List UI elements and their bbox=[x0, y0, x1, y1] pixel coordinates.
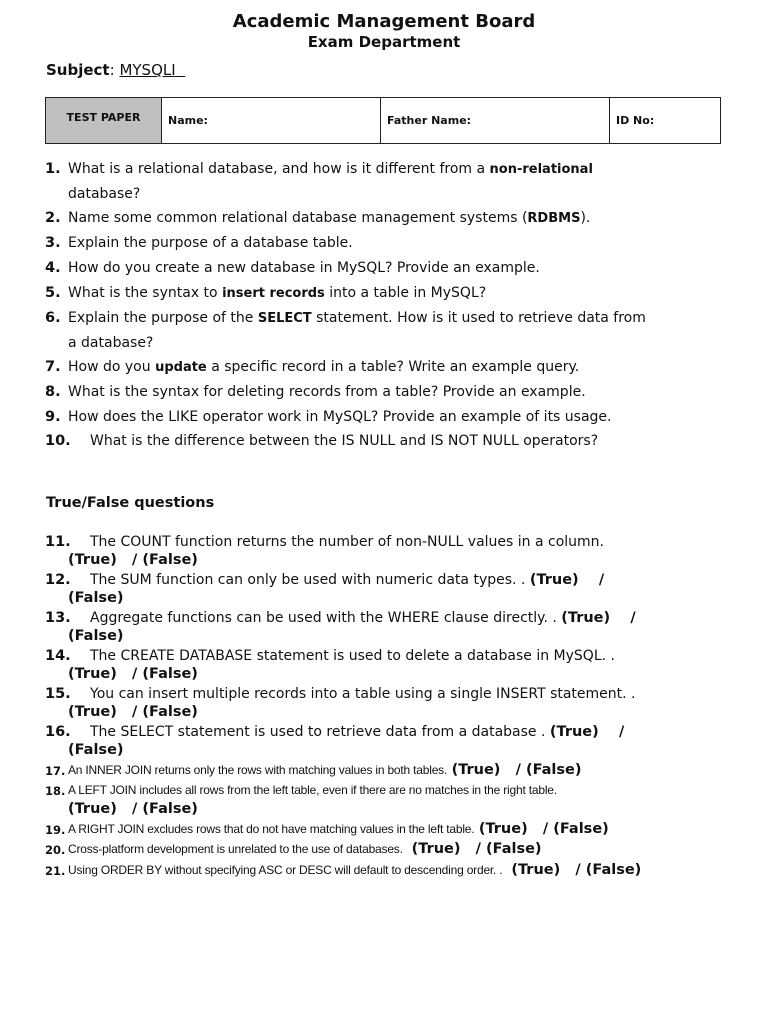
question-number: 21. bbox=[45, 864, 66, 878]
name-field[interactable]: Name: bbox=[162, 98, 381, 144]
test-paper-cell: TEST PAPER bbox=[46, 98, 162, 144]
question-text: You can insert multiple records into a table using a single INSERT statement. . bbox=[90, 686, 636, 702]
question-number: 20. bbox=[45, 843, 66, 857]
false-option[interactable]: (False) bbox=[142, 801, 198, 817]
question-number: 14. bbox=[45, 648, 71, 664]
question-text: Name some common relational database management systems (RDBMS). bbox=[68, 210, 591, 226]
question-text-continued: a database? bbox=[68, 335, 154, 351]
question-number: 2. bbox=[45, 210, 61, 226]
true-option[interactable]: (True) bbox=[68, 666, 117, 682]
question-text: Cross-platform development is unrelated to the use of databases. (True) / (False) bbox=[68, 841, 542, 857]
question-number: 18. bbox=[45, 784, 66, 798]
question-text-continued: database? bbox=[68, 186, 141, 202]
board-title: Academic Management Board bbox=[232, 11, 536, 32]
id-field[interactable]: ID No: bbox=[610, 98, 721, 144]
true-option[interactable]: (True) bbox=[529, 572, 579, 588]
false-option[interactable]: (False) bbox=[553, 821, 609, 837]
true-option[interactable]: (True) bbox=[451, 762, 501, 778]
question-number: 17. bbox=[45, 764, 66, 778]
department-title: Exam Department bbox=[307, 33, 461, 51]
false-option[interactable]: (False) bbox=[142, 704, 198, 720]
false-option[interactable]: (False) bbox=[585, 862, 642, 878]
question-text: The SELECT statement is used to retrieve data from a database . (True) / bbox=[90, 724, 625, 740]
question-number: 4. bbox=[45, 260, 61, 276]
answer-options: (True) / (False) bbox=[68, 704, 198, 720]
question-text: A LEFT JOIN includes all rows from the left table, even if there are no matches in the right table. bbox=[68, 783, 557, 797]
question-text: The SUM function can only be used with numeric data types. . (True) / bbox=[90, 572, 605, 588]
question-text: An INNER JOIN returns only the rows with matching values in both tables. (True) / (False) bbox=[68, 762, 582, 778]
false-option[interactable]: (False) bbox=[142, 552, 198, 568]
answer-options: (True) / (False) bbox=[68, 552, 198, 568]
question-text: What is a relational database, and how is it different from a non-relational bbox=[68, 161, 593, 177]
subject-label: Subject bbox=[46, 61, 110, 79]
true-option[interactable]: (True) bbox=[68, 704, 117, 720]
question-text: How do you update a specific record in a table? Write an example query. bbox=[68, 359, 580, 375]
question-number: 5. bbox=[45, 285, 61, 301]
subject-value: MYSQLI bbox=[119, 61, 176, 79]
question-text: What is the syntax to insert records into a table in MySQL? bbox=[68, 285, 487, 301]
question-text: Explain the purpose of the SELECT statement. How is it used to retrieve data from bbox=[68, 310, 646, 326]
question-text: A RIGHT JOIN excludes rows that do not have matching values in the left table. (True) / (False) bbox=[68, 821, 609, 837]
true-option[interactable]: (True) bbox=[68, 801, 117, 817]
question-number: 13. bbox=[45, 610, 71, 626]
section-heading: True/False questions bbox=[46, 495, 215, 511]
question-text: Using ORDER BY without specifying ASC or DESC will default to descending order. . (True) / (False) bbox=[68, 862, 642, 878]
false-option[interactable]: (False) bbox=[68, 742, 124, 758]
question-number: 7. bbox=[45, 359, 61, 375]
answer-options: (True) / (False) bbox=[68, 666, 198, 682]
answer-options: (True) / (False) bbox=[68, 801, 198, 817]
question-number: 10. bbox=[45, 433, 71, 449]
question-number: 16. bbox=[45, 724, 71, 740]
father-name-field[interactable]: Father Name: bbox=[381, 98, 610, 144]
question-text: The COUNT function returns the number of non-NULL values in a column. bbox=[90, 534, 605, 550]
false-option[interactable]: (False) bbox=[525, 762, 582, 778]
false-option[interactable]: (False) bbox=[486, 841, 542, 857]
subject-line: Subject: MYSQLI bbox=[46, 61, 176, 79]
true-option[interactable]: (True) bbox=[68, 552, 117, 568]
question-number: 15. bbox=[45, 686, 71, 702]
question-text: The CREATE DATABASE statement is used to delete a database in MySQL. . bbox=[90, 648, 615, 664]
true-option[interactable]: (True) bbox=[411, 841, 461, 857]
question-number: 8. bbox=[45, 384, 61, 400]
question-number: 1. bbox=[45, 161, 61, 177]
question-number: 12. bbox=[45, 572, 71, 588]
question-number: 19. bbox=[45, 823, 66, 837]
question-number: 6. bbox=[45, 310, 61, 326]
true-option[interactable]: (True) bbox=[511, 862, 561, 878]
question-text: Aggregate functions can be used with the WHERE clause directly. . (True) / bbox=[90, 610, 636, 626]
false-option[interactable]: (False) bbox=[68, 628, 124, 644]
question-text: How does the LIKE operator work in MySQL? Provide an example of its usage. bbox=[68, 409, 612, 425]
false-option[interactable]: (False) bbox=[142, 666, 198, 682]
question-text: What is the syntax for deleting records from a table? Provide an example. bbox=[68, 384, 586, 400]
question-number: 11. bbox=[45, 534, 71, 550]
question-number: 3. bbox=[45, 235, 61, 251]
true-option[interactable]: (True) bbox=[561, 610, 611, 626]
question-text: Explain the purpose of a database table. bbox=[68, 235, 353, 251]
question-text: What is the difference between the IS NULL and IS NOT NULL operators? bbox=[90, 433, 599, 449]
student-info-table bbox=[45, 97, 721, 144]
true-option[interactable]: (True) bbox=[549, 724, 599, 740]
false-option[interactable]: (False) bbox=[68, 590, 124, 606]
question-number: 9. bbox=[45, 409, 61, 425]
true-option[interactable]: (True) bbox=[478, 821, 528, 837]
question-text: How do you create a new database in MySQL? Provide an example. bbox=[68, 260, 540, 276]
